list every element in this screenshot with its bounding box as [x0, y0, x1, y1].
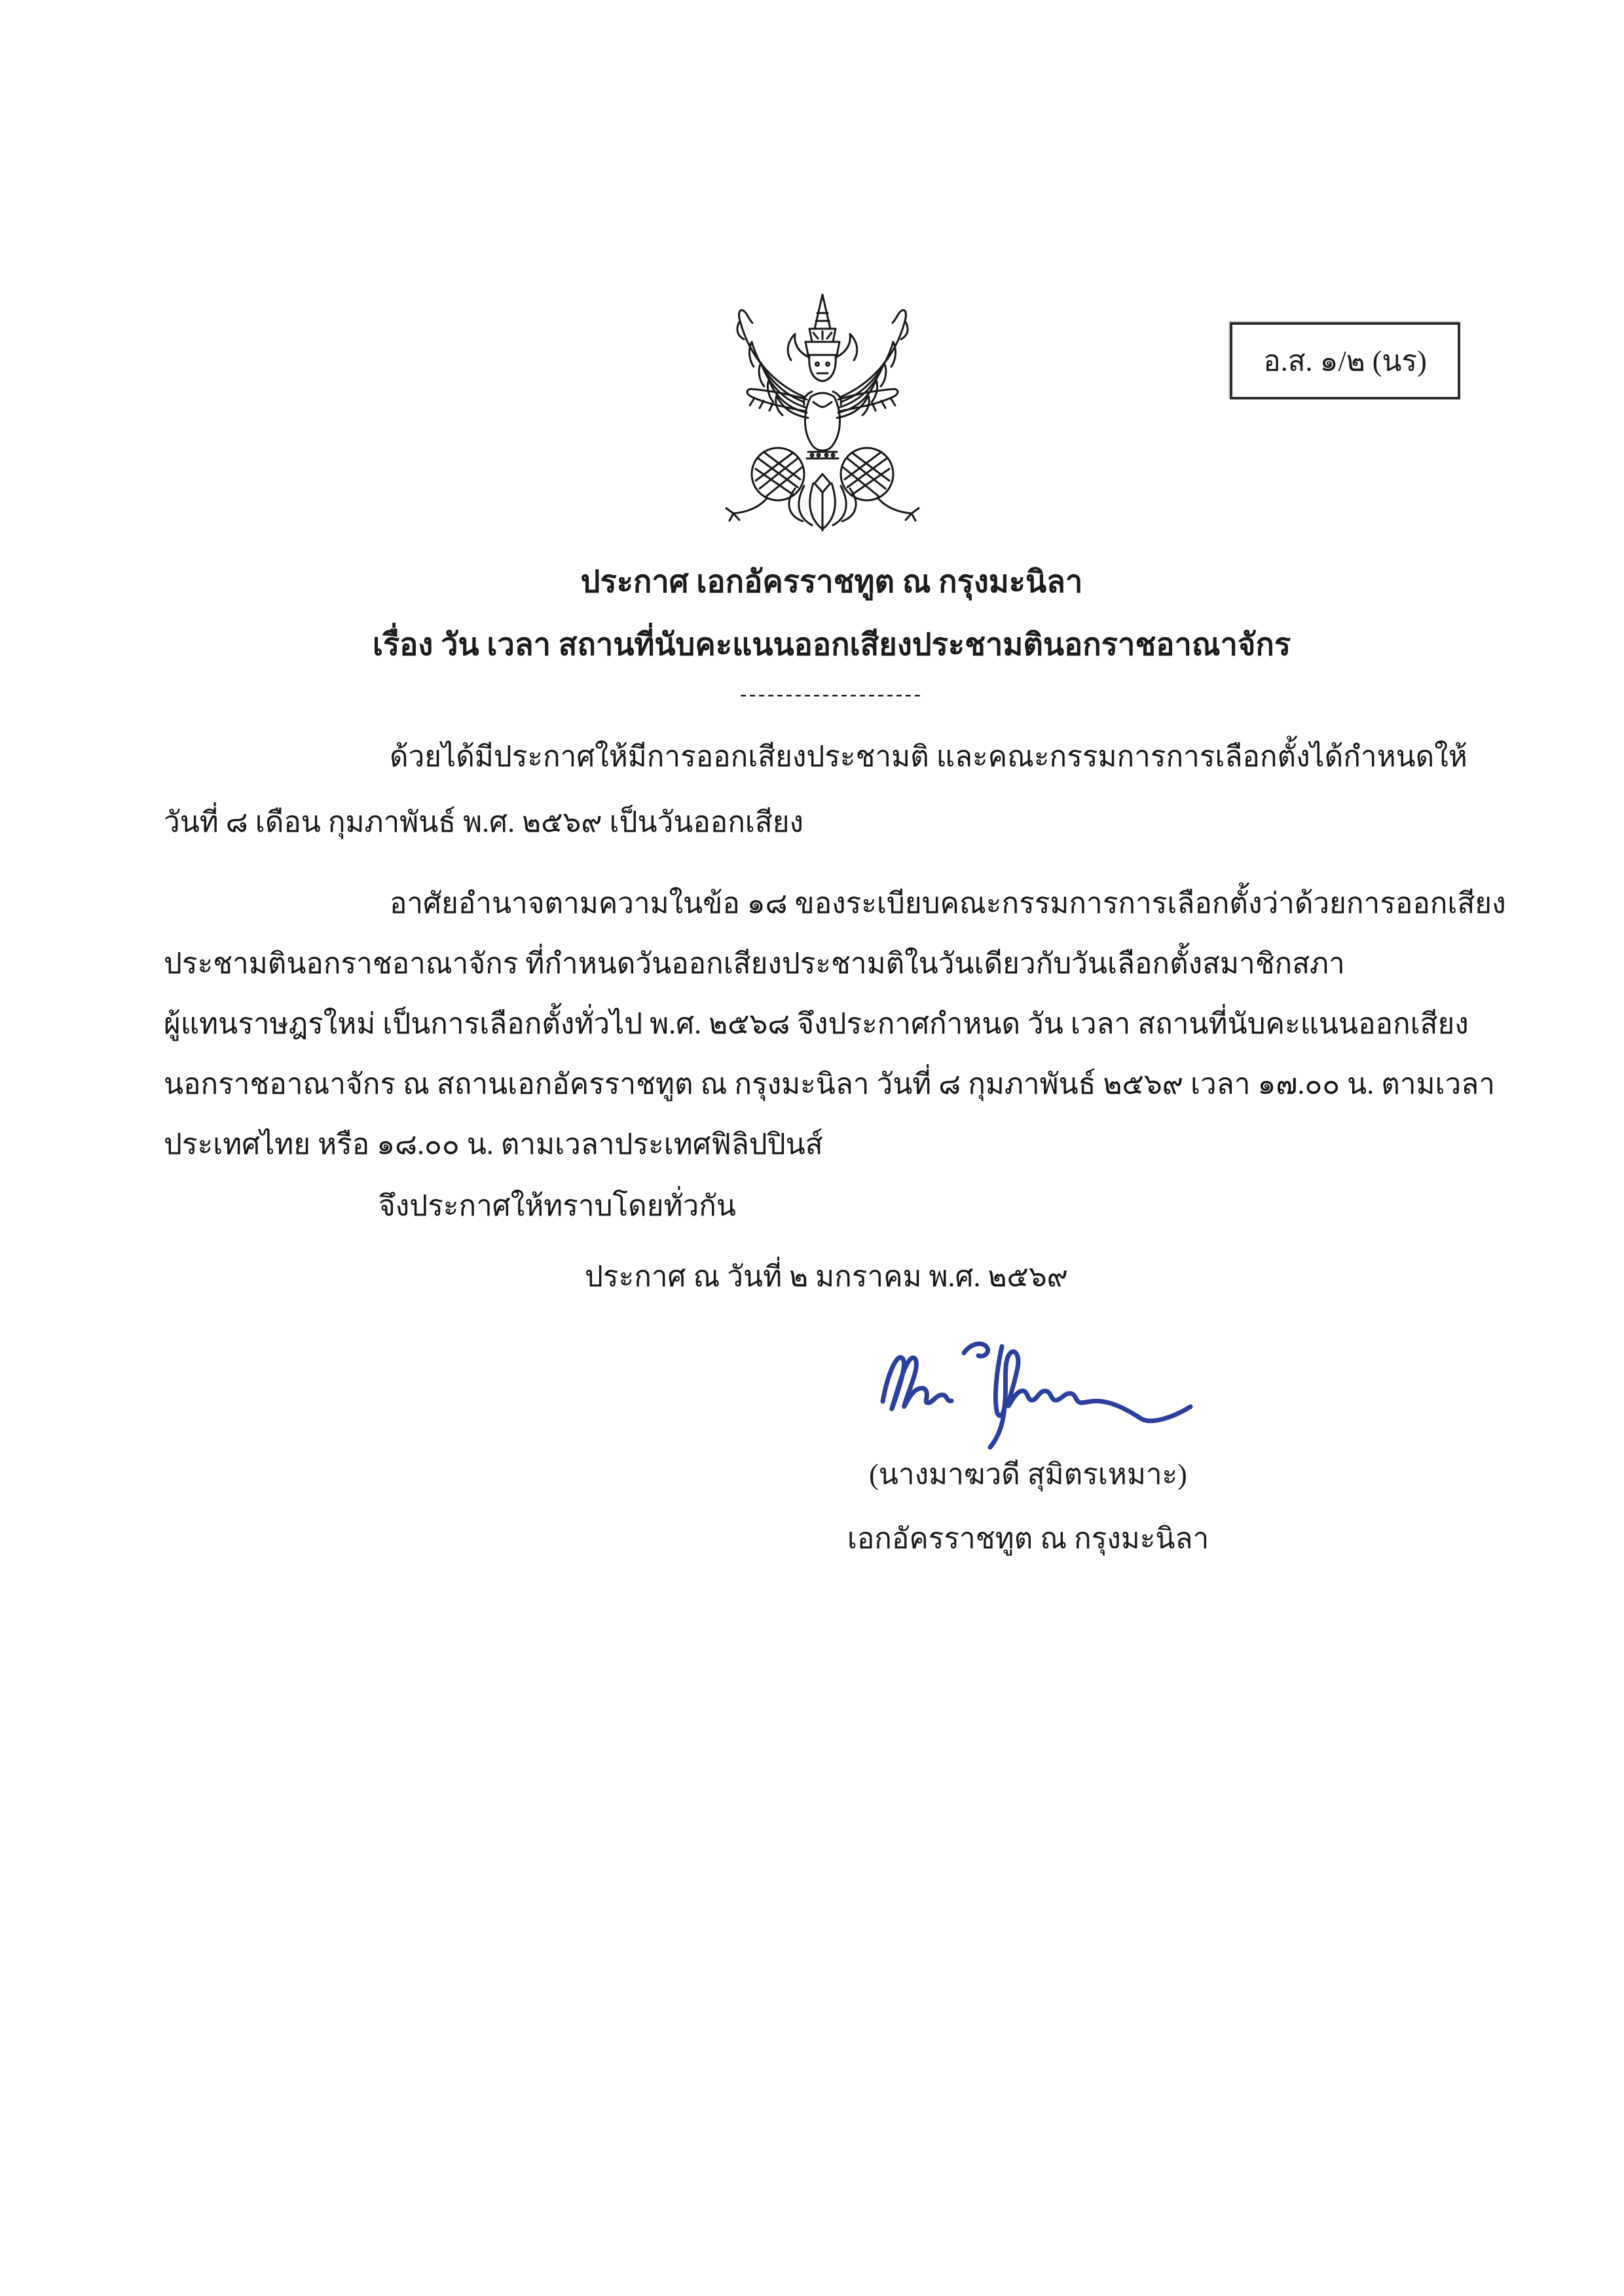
- paragraph-2-line-3: ผู้แทนราษฎรใหม่ เป็นการเลือกตั้งทั่วไป พ.ศ. ๒๕๖๘ จึงประกาศกำหนด วัน เวลา สถานที่นับคะแนนออกเสียง: [164, 1008, 1469, 1040]
- announcement-date: ประกาศ ณ วันที่ ๒ มกราคม พ.ศ. ๒๕๖๙: [585, 1261, 1068, 1293]
- paragraph-1: [164, 724, 1500, 855]
- closing-statement: จึงประกาศให้ทราบโดยทั่วกัน: [378, 1190, 736, 1222]
- paragraph-2-line-1: อาศัยอำนาจตามความในข้อ ๑๘ ของระเบียบคณะกรรมการการเลือกตั้งว่าด้วยการออกเสียง: [390, 887, 1506, 919]
- paragraph-2-line-4: นอกราชอาณาจักร ณ สถานเอกอัครราชทูต ณ กรุงมะนิลา วันที่ ๘ กุมภาพันธ์ ๒๕๖๙ เวลา ๑๗.๐๐ น. ตามเวลา: [164, 1068, 1495, 1100]
- garuda-emblem: [714, 287, 931, 539]
- document-title: ประกาศ เอกอัครราชทูต ณ กรุงมะนิลา: [580, 565, 1083, 599]
- dashed-separator: --------------------: [740, 683, 923, 705]
- reference-code-box: [1230, 322, 1460, 399]
- paragraph-2-line-5: ประเทศไทย หรือ ๑๘.๐๐ น. ตามเวลาประเทศฟิลิปปินส์: [164, 1128, 823, 1160]
- document-subject: เรื่อง วัน เวลา สถานที่นับคะแนนออกเสียงประชามตินอกราชอาณาจักร: [372, 628, 1291, 662]
- paragraph-2: [164, 874, 1506, 1175]
- paragraph-1-line-2: วันที่ ๘ เดือน กุมภาพันธ์ พ.ศ. ๒๕๖๙ เป็นวันออกเสียง: [164, 806, 804, 838]
- handwritten-signature-icon: [864, 1324, 1205, 1452]
- signer-name: (นางมาฆวดี สุมิตรเหมาะ): [869, 1458, 1187, 1491]
- reference-code: อ.ส. ๑/๒ (นร): [1263, 345, 1427, 377]
- paragraph-2-line-2: ประชามตินอกราชอาณาจักร ที่กำหนดวันออกเสียงประชามติในวันเดียวกับวันเลือกตั้งสมาชิกสภา: [164, 948, 1345, 980]
- signer-title: เอกอัครราชทูต ณ กรุงมะนิลา: [847, 1523, 1209, 1555]
- paragraph-1-line-1: ด้วยได้มีประกาศให้มีการออกเสียงประชามติ และคณะกรรมการการเลือกตั้งได้กำหนดให้: [390, 741, 1467, 773]
